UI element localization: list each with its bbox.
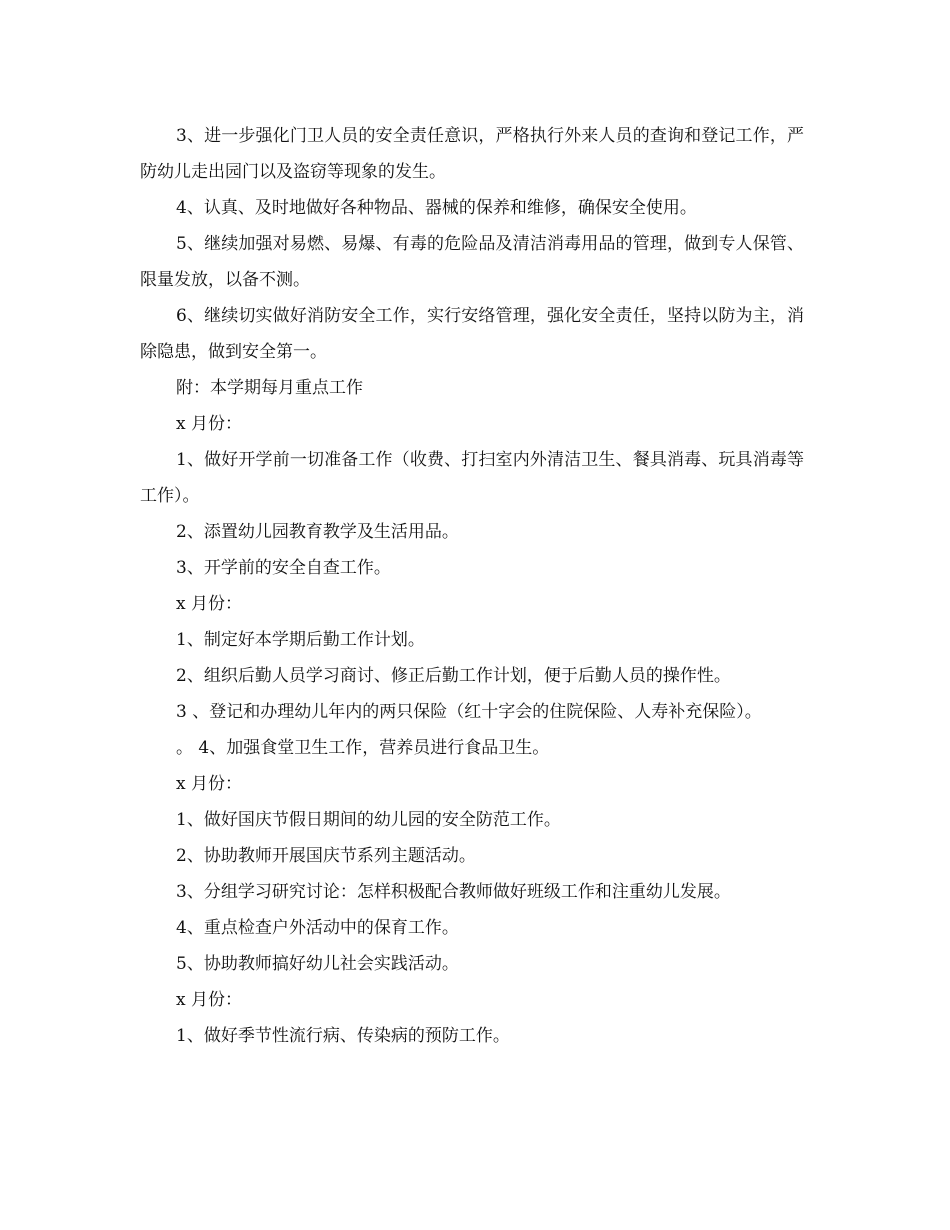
month-heading: x 月份：: [176, 774, 242, 794]
paragraph: 。 4、加强食堂卫生工作，营养员进行食品卫生。: [176, 738, 550, 758]
paragraph: 2、添置幼儿园教育教学及生活用品。: [176, 522, 459, 542]
document-body: [140, 118, 804, 1054]
month-heading: x 月份：: [176, 990, 242, 1010]
appendix-heading: 附：本学期每月重点工作: [176, 378, 363, 398]
paragraph: 4、认真、及时地做好各种物品、器械的保养和维修，确保安全使用。: [176, 198, 697, 218]
paragraph: 5、继续加强对易燃、易爆、有毒的危险品及清洁消毒用品的管理，做到专人保管、限量发放，以备不测。: [140, 234, 804, 290]
paragraph: 3、分组学习研究讨论：怎样积极配合教师做好班级工作和注重幼儿发展。: [176, 882, 731, 902]
paragraph: 6、继续切实做好消防安全工作，实行安络管理，强化安全责任，坚持以防为主，消除隐患，做到安全第一。: [140, 306, 804, 362]
paragraph: 2、组织后勤人员学习商讨、修正后勤工作计划，便于后勤人员的操作性。: [176, 666, 731, 686]
paragraph: 3、开学前的安全自查工作。: [176, 558, 391, 578]
paragraph: 1、做好开学前一切准备工作（收费、打扫室内外清洁卫生、餐具消毒、玩具消毒等工作）。: [140, 450, 804, 506]
month-heading: x 月份：: [176, 594, 242, 614]
paragraph: 2、协助教师开展国庆节系列主题活动。: [176, 846, 476, 866]
paragraph: 4、重点检查户外活动中的保育工作。: [176, 918, 459, 938]
paragraph: 3、进一步强化门卫人员的安全责任意识，严格执行外来人员的查询和登记工作，严防幼儿走出园门以及盗窃等现象的发生。: [140, 126, 804, 182]
paragraph: 1、制定好本学期后勤工作计划。: [176, 630, 425, 650]
month-heading: x 月份：: [176, 414, 242, 434]
paragraph: 1、做好季节性流行病、传染病的预防工作。: [176, 1026, 510, 1046]
paragraph: 3 、登记和办理幼儿年内的两只保险（红十字会的住院保险、人寿补充保险）。: [176, 702, 762, 722]
paragraph: 5、协助教师搞好幼儿社会实践活动。: [176, 954, 459, 974]
paragraph: 1、做好国庆节假日期间的幼儿园的安全防范工作。: [176, 810, 561, 830]
